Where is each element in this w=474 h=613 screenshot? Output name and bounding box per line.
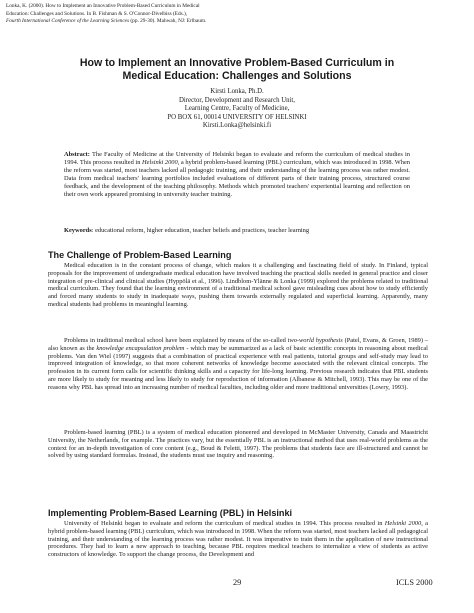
author-role: Director, Development and Research Unit, — [179, 96, 295, 104]
author-name: Kirsti Lonka, Ph.D. — [210, 88, 264, 95]
abstract-text-b: , a hybrid problem-based learning (PBL) curriculum, which was introduced in 1998. When the reform was started, most teachers lacked all pedagogic training, and their understanding of the learning process was rather modest. Data from medical teachers' learning portfolios included evaluations of different parts of their training process, structured course feedback, and the development of the teaching philosophy. Methods which promoted teachers' experiential learning and reflection on their own work appeared promising in university teacher training. — [64, 158, 410, 198]
paragraph-3-text: Problem-based learning (PBL) is a system of medical education pioneered and developed in McMaster University, Canada and Maastricht University, the Netherlands, for example. The practices vary, but the essentially PBL is an instructional method that uses real-world problems as the context for an in-depth investigation of core content (e.g., Boud & Feletti, 1997). The problems that students face are ill-structured and cannot be solved by using standard formulas. Instead, the students must use inquiry and reasoning. — [48, 429, 428, 460]
citation-pages: (pp. 29-30). Mahwah, NJ: Erlbaum. — [130, 18, 207, 25]
footer-venue: ICLS 2000 — [396, 578, 433, 587]
keywords-label: Keywords — [64, 227, 92, 234]
title-line-1: How to Implement an Innovative Problem-Based Curriculum in — [79, 57, 395, 69]
paragraph-4-text-b: , a hybrid problem-based learning (PBL) curriculum, which was introduced in 1998. When the reform was started, most teachers lacked all pedagogical training, and their understanding of the learning process was rather modest. It was imperative to train them in the application of new instructional procedures. They had to learn a new approach to teaching, because PBL requires medical teachers to internalize a view of students as active constructors of knowledge. To support the change process, the Development and — [48, 520, 429, 558]
paragraph-2-emphasis-1: two-world hypothesis — [287, 337, 343, 344]
author-address: PO BOX 61, 00014 UNIVERSITY OF HELSINKI — [167, 113, 307, 121]
paragraph-4-text-a: University of Helsinki began to evaluate and reform the curriculum of medical studies in 1994. This process resulted in — [64, 520, 383, 527]
citation-line-2: Education: Challenges and Solutions. In B. Fishman & S. O'Connor-Divelbiss (Eds.), — [6, 10, 188, 17]
page-number: 29 — [233, 578, 242, 587]
citation-line-3 — [6, 18, 206, 26]
paragraph-2 — [48, 337, 428, 391]
abstract-emphasis: Helsinki 2000 — [142, 158, 178, 166]
abstract-label: Abstract: — [64, 151, 90, 158]
paper-title — [30, 57, 444, 83]
abstract — [64, 151, 410, 198]
author-block — [30, 88, 444, 131]
section-heading-implementing: Implementing Problem-Based Learning (PBL) in Helsinki — [48, 508, 293, 518]
paragraph-2-emphasis-2: knowledge encapsulation problem — [96, 344, 185, 352]
paragraph-4 — [48, 520, 428, 559]
paragraph-2-text-b: (Patel, Evans, & Groen, 1989) – also known as the — [48, 337, 428, 352]
abstract-text-a: The Faculty of Medicine at the University of Helsinki began to evaluate and reform the curriculum of medical studies in 1994. This process resulted in — [64, 151, 411, 166]
keywords — [64, 227, 410, 235]
paragraph-1 — [48, 262, 428, 309]
paragraph-3 — [48, 429, 428, 460]
author-unit: Learning Centre, Faculty of Medicine, — [184, 105, 290, 112]
citation-header — [6, 3, 206, 26]
paragraph-4-emphasis: Helsinki 2000 — [384, 520, 422, 527]
paragraph-1-text: Medical education is in the constant process of change, which makes it a challenging and fascinating field of study. In Finland, typical proposals for the improvement of undergraduate medical education have involved teaching the practical skills needed in general practice and closer integration of pre-clinical and clinical studies (Hyppölä et al., 1996). Lindblom-Ylänne & Lonka (1999) explored the problems related to traditional medical curriculum. They found that the learning environment of a traditional medical school gave misleading cues about how to study efficiently and forced many students to study in inadequate ways, pushing them towards externally regulated and superficial learning. Apparently, many medical students had problems in meaningful learning. — [48, 262, 428, 308]
section-heading-challenge: The Challenge of Problem-Based Learning — [48, 250, 232, 260]
conference-name: Fourth International Conference of the Learning Sciences — [6, 18, 130, 25]
title-line-2: Medical Education: Challenges and Solutions — [122, 70, 352, 82]
author-email: Kirsti.Lonka@helsinki.fi — [202, 122, 272, 129]
paragraph-2-text-a: Problems in traditional medical school have been explained by means of the so-called — [64, 337, 286, 344]
paragraph-2-text-c: - which may be summarized as a lack of basic scientific concepts in reasoning about medical problems. Van den Wiel (1997) suggests that a combination of practical experience with real patients, tutorial groups and self-study may lead to improved integration of knowledge, so that more coherent networks of knowledge become associated with the relevant clinical concepts. The profession in its current form calls for scientific thinking skills and a capacity for life-long learning. Previous research indicates that PBL students are more likely to study for meaning and less likely to study for reproduction of information (Albanese & Mitchell, 1993). This may be one of the reasons why PBL has spread into an increasing number of medical faculties, including older and more traditional universities (Lowry, 1993). — [48, 344, 428, 391]
citation-line-1: Lonka, K. (2000). How to Implement an Innovative Problem-Based Curriculum in Medical — [6, 3, 200, 9]
keywords-text: : educational reform, higher education, teacher beliefs and practices, teacher learning — [91, 227, 310, 234]
